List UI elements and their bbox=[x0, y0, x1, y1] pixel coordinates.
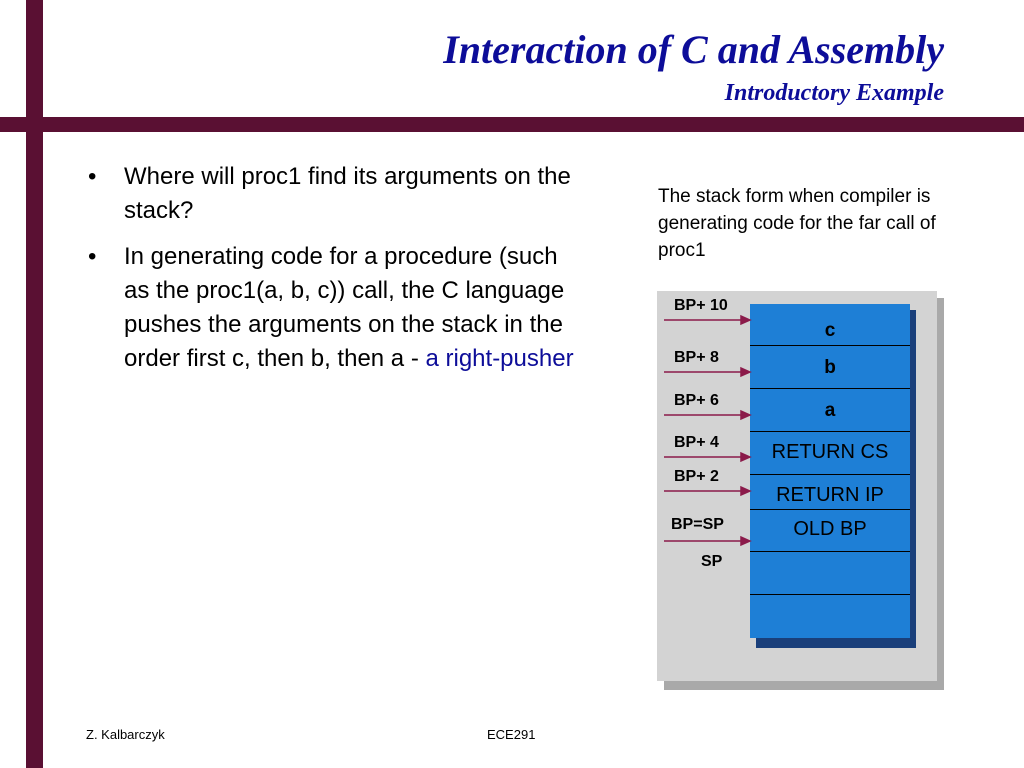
bullet-text: In generating code for a procedure (such as the proc1(a, b, c)) call, the C language pushes the arguments on the stack in the order first c, then b, then a - bbox=[124, 243, 565, 372]
bullet-text: Where will proc1 find its arguments on the stack? bbox=[124, 163, 571, 224]
bullet-highlight: a right-pusher bbox=[425, 345, 574, 372]
offset-label-bp8: BP+ 8 bbox=[674, 349, 719, 366]
slide-title: Interaction of C and Assembly bbox=[443, 27, 944, 72]
arrow-head-icon bbox=[741, 453, 750, 461]
stack-cell-return-cs: RETURN CS bbox=[771, 441, 889, 463]
bullet-dot-icon: • bbox=[88, 243, 97, 270]
stack-cell-a: a bbox=[824, 400, 836, 421]
slide-subtitle: Introductory Example bbox=[724, 80, 944, 106]
arrow-head-icon bbox=[741, 411, 750, 419]
offset-label-sp: SP bbox=[701, 553, 723, 570]
arrow-head-icon bbox=[741, 368, 750, 376]
diagram-caption: The stack form when compiler is generating code for the far call of proc1 bbox=[658, 186, 936, 261]
footer-course: ECE291 bbox=[487, 727, 536, 742]
offset-label-bp2: BP+ 2 bbox=[674, 468, 719, 485]
stack-cell-c: c bbox=[824, 320, 836, 341]
arrow-head-icon bbox=[741, 316, 750, 324]
footer-author: Z. Kalbarczyk bbox=[86, 727, 165, 742]
offset-label-bp-sp: BP=SP bbox=[671, 516, 724, 533]
arrow-head-icon bbox=[741, 537, 750, 545]
bullet-dot-icon: • bbox=[88, 163, 97, 190]
stack-cell-old-bp: OLD BP bbox=[793, 518, 867, 540]
stack-cell-return-ip: RETURN IP bbox=[776, 484, 884, 506]
offset-label-bp4: BP+ 4 bbox=[674, 434, 719, 451]
offset-label-bp6: BP+ 6 bbox=[674, 392, 719, 409]
arrow-head-icon bbox=[741, 487, 750, 495]
offset-label-bp10: BP+ 10 bbox=[674, 297, 728, 314]
stack-cell-b: b bbox=[824, 357, 836, 378]
